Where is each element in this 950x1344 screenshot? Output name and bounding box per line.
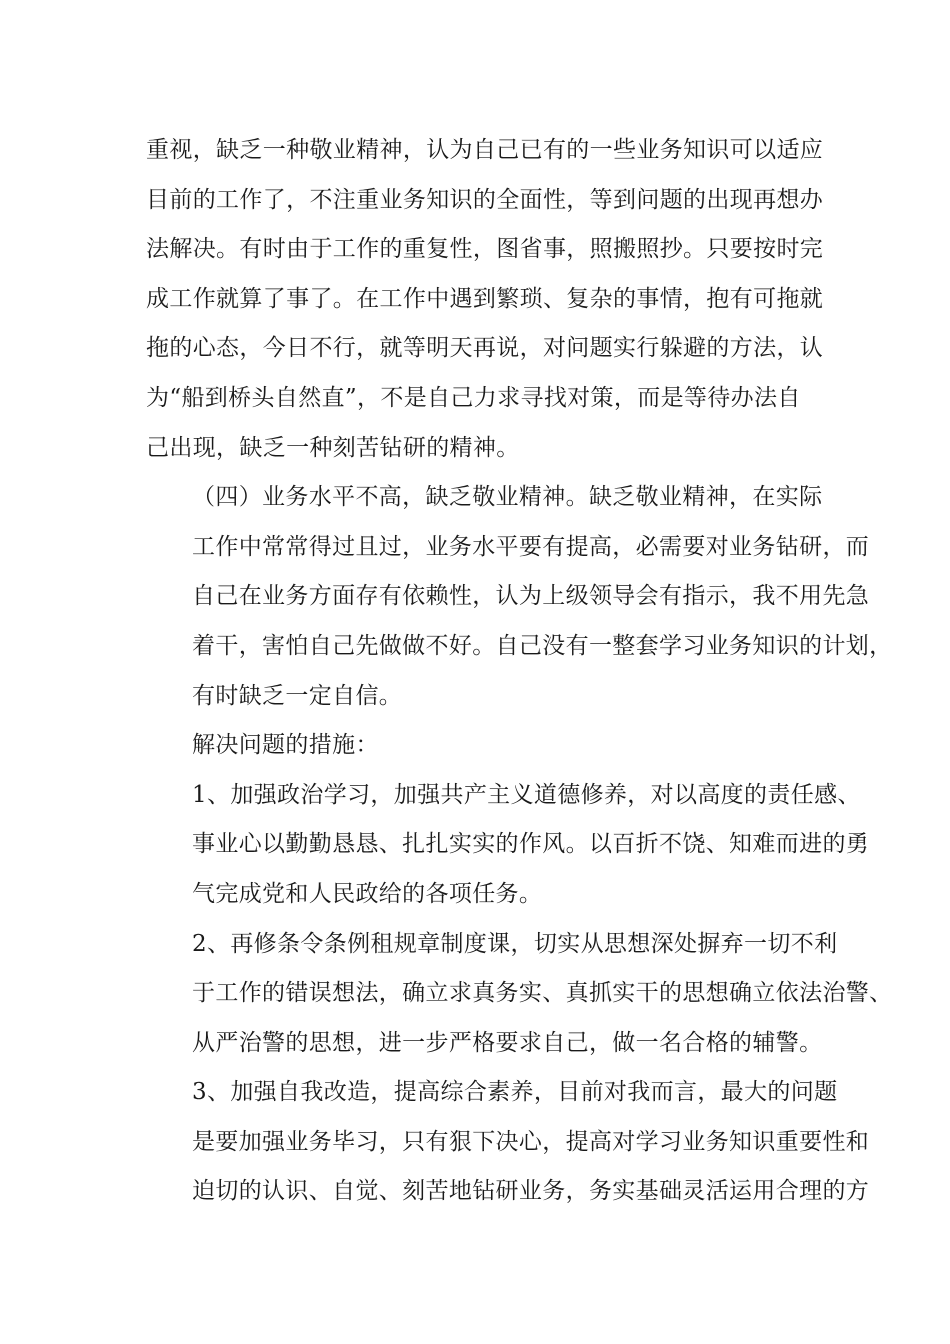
text-line: 是要加强业务毕习，只有狠下决心，提高对学习业务知识重要性和 bbox=[192, 1128, 870, 1155]
text-line: 拖的心态，今日不行，就等明天再说，对问题实行躲避的方法，认 bbox=[146, 335, 824, 362]
document-body bbox=[146, 126, 893, 1217]
text-line: 气完成党和人民政给的各项任务。 bbox=[192, 880, 543, 907]
text-line: 解决问题的措施： bbox=[192, 732, 379, 759]
paragraph-p6 bbox=[146, 1068, 870, 1217]
text-line: 法解决。有时由于工作的重复性，图省事，照搬照抄。只要按时完 bbox=[146, 236, 824, 263]
text-line: 自己在业务方面存有依赖性，认为上级领导会有指示，我不用先急 bbox=[192, 583, 870, 610]
text-line: 有时缺乏一定自信。 bbox=[192, 682, 403, 709]
paragraph-p1 bbox=[146, 126, 836, 473]
paragraph-p2 bbox=[146, 473, 893, 721]
text-line: 1、加强政治学习，加强共产主义道德修养，对以高度的责任感、 bbox=[192, 781, 861, 808]
paragraph-p5 bbox=[146, 920, 893, 1069]
text-line: 于工作的错误想法，确立求真务实、真抓实干的思想确立依法治警、 bbox=[192, 980, 893, 1007]
text-line: 目前的工作了，不注重业务知识的全面性，等到问题的出现再想办 bbox=[146, 186, 824, 213]
text-line: 己出现，缺乏一种刻苦钻研的精神。 bbox=[146, 434, 520, 461]
text-line: 2、再修条令条例租规章制度课，切实从思想深处摒弃一切不利 bbox=[192, 930, 838, 957]
text-line: 事业心以勤勤恳恳、扎扎实实的作风。以百折不饶、知难而进的勇 bbox=[192, 831, 870, 858]
paragraph-p3 bbox=[146, 721, 836, 771]
text-line: （四）业务水平不高，缺乏敬业精神。缺乏敬业精神，在实际 bbox=[192, 484, 823, 511]
text-line: 从严治警的思想，进一步严格要求自己，做一名合格的辅警。 bbox=[192, 1029, 823, 1056]
paragraph-p4 bbox=[146, 771, 870, 920]
text-line: 工作中常常得过且过，业务水平要有提高，必需要对业务钻研，而 bbox=[192, 533, 870, 560]
text-line: 3、加强自我改造，提高综合素养，目前对我而言，最大的问题 bbox=[192, 1079, 838, 1106]
text-line: 迫切的认识、自觉、刻苦地钻研业务，务实基础灵活运用合理的方 bbox=[192, 1178, 870, 1205]
text-line: 成工作就算了事了。在工作中遇到繁琐、复杂的事情，抱有可拖就 bbox=[146, 285, 824, 312]
text-line: 为“船到桥头自然直”，不是自己力求寻找对策，而是等待办法自 bbox=[146, 384, 801, 411]
text-line: 重视，缺乏一种敬业精神，认为自己已有的一些业务知识可以适应 bbox=[146, 137, 824, 163]
text-line: 着干，害怕自己先做做不好。自己没有一整套学习业务知识的计划， bbox=[192, 632, 893, 659]
